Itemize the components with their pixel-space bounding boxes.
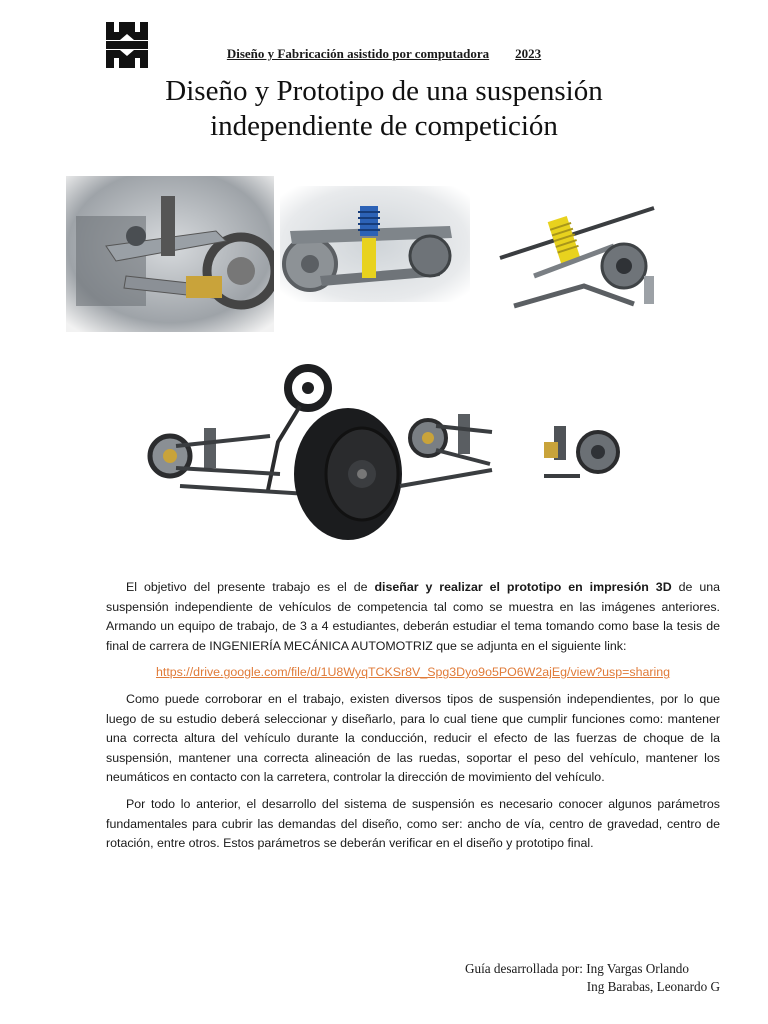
thesis-link[interactable]: https://drive.google.com/file/d/1U8WyqTCKSr8V_Spg3Dyo9o5PO6W2ajEg/view?usp=sharing xyxy=(155,665,671,680)
paragraph-1 xyxy=(106,578,720,656)
suspension-photo xyxy=(66,176,274,332)
course-year: 2023 xyxy=(515,46,542,61)
suspension-photo-icon xyxy=(66,176,274,332)
p1-post: de una suspensión independiente de vehículos de competencia tal como se muestra en las imágenes anteriores. Armando un equipo de trabajo, de 3 a 4 estudiantes, deberán estudiar el tema tomando como base la tesis de final de carrera de INGENIERÍA MECÁNICA AUTOMOTRIZ que se adjunta en el siguiente link: xyxy=(106,580,721,653)
course-name: Diseño y Fabricación asistido por computadora xyxy=(226,46,490,61)
coilover-photo-icon xyxy=(280,186,470,302)
p1-pre: El objetivo del presente trabajo es el de xyxy=(126,580,375,594)
paragraph-2: Como puede corroborar en el trabajo, existen diversos tipos de suspensión independientes, por lo que luego de su estudio deberá seleccionar y diseñarlo, para lo cual tiene que cumplir funciones como: mantener una correcta altura del vehículo durante la conducción, reducir el efecto de las fuerzas de choque de la suspensión, mantener una correcta alineación de las ruedas, soportar el peso del vehículo, mantener los neumáticos en contacto con la carretera, controlar la dirección de movimiento del vehículo. xyxy=(106,691,720,785)
coilover-photo xyxy=(280,186,470,302)
body-text xyxy=(106,578,720,861)
credits-line-2: Ing Barabas, Leonardo G xyxy=(586,979,720,994)
p1-bold: diseñar y realizar el prototipo en impresión 3D xyxy=(374,580,672,594)
credits-line-1: Guía desarrollada por: Ing Vargas Orlando xyxy=(465,961,689,976)
full-suspension-assembly xyxy=(140,356,628,546)
credits xyxy=(465,960,720,996)
title-line-1: Diseño y Prototipo de una suspensión xyxy=(165,75,603,107)
page-title xyxy=(0,74,768,144)
course-header xyxy=(0,46,768,62)
thesis-link-line xyxy=(106,663,720,683)
upright-render-icon xyxy=(494,196,664,316)
full-suspension-assembly-icon xyxy=(140,356,628,546)
title-line-2: independiente de competición xyxy=(210,110,558,142)
paragraph-3: Por todo lo anterior, el desarrollo del sistema de suspensión es necesario conocer algunos parámetros fundamentales para cubrir las demandas del diseño, como ser: ancho de vía, centro de gravedad, centro de rotación, entre otros. Estos parámetros se deberán verificar en el diseño y prototipo final. xyxy=(106,796,720,851)
upright-render xyxy=(494,196,664,316)
